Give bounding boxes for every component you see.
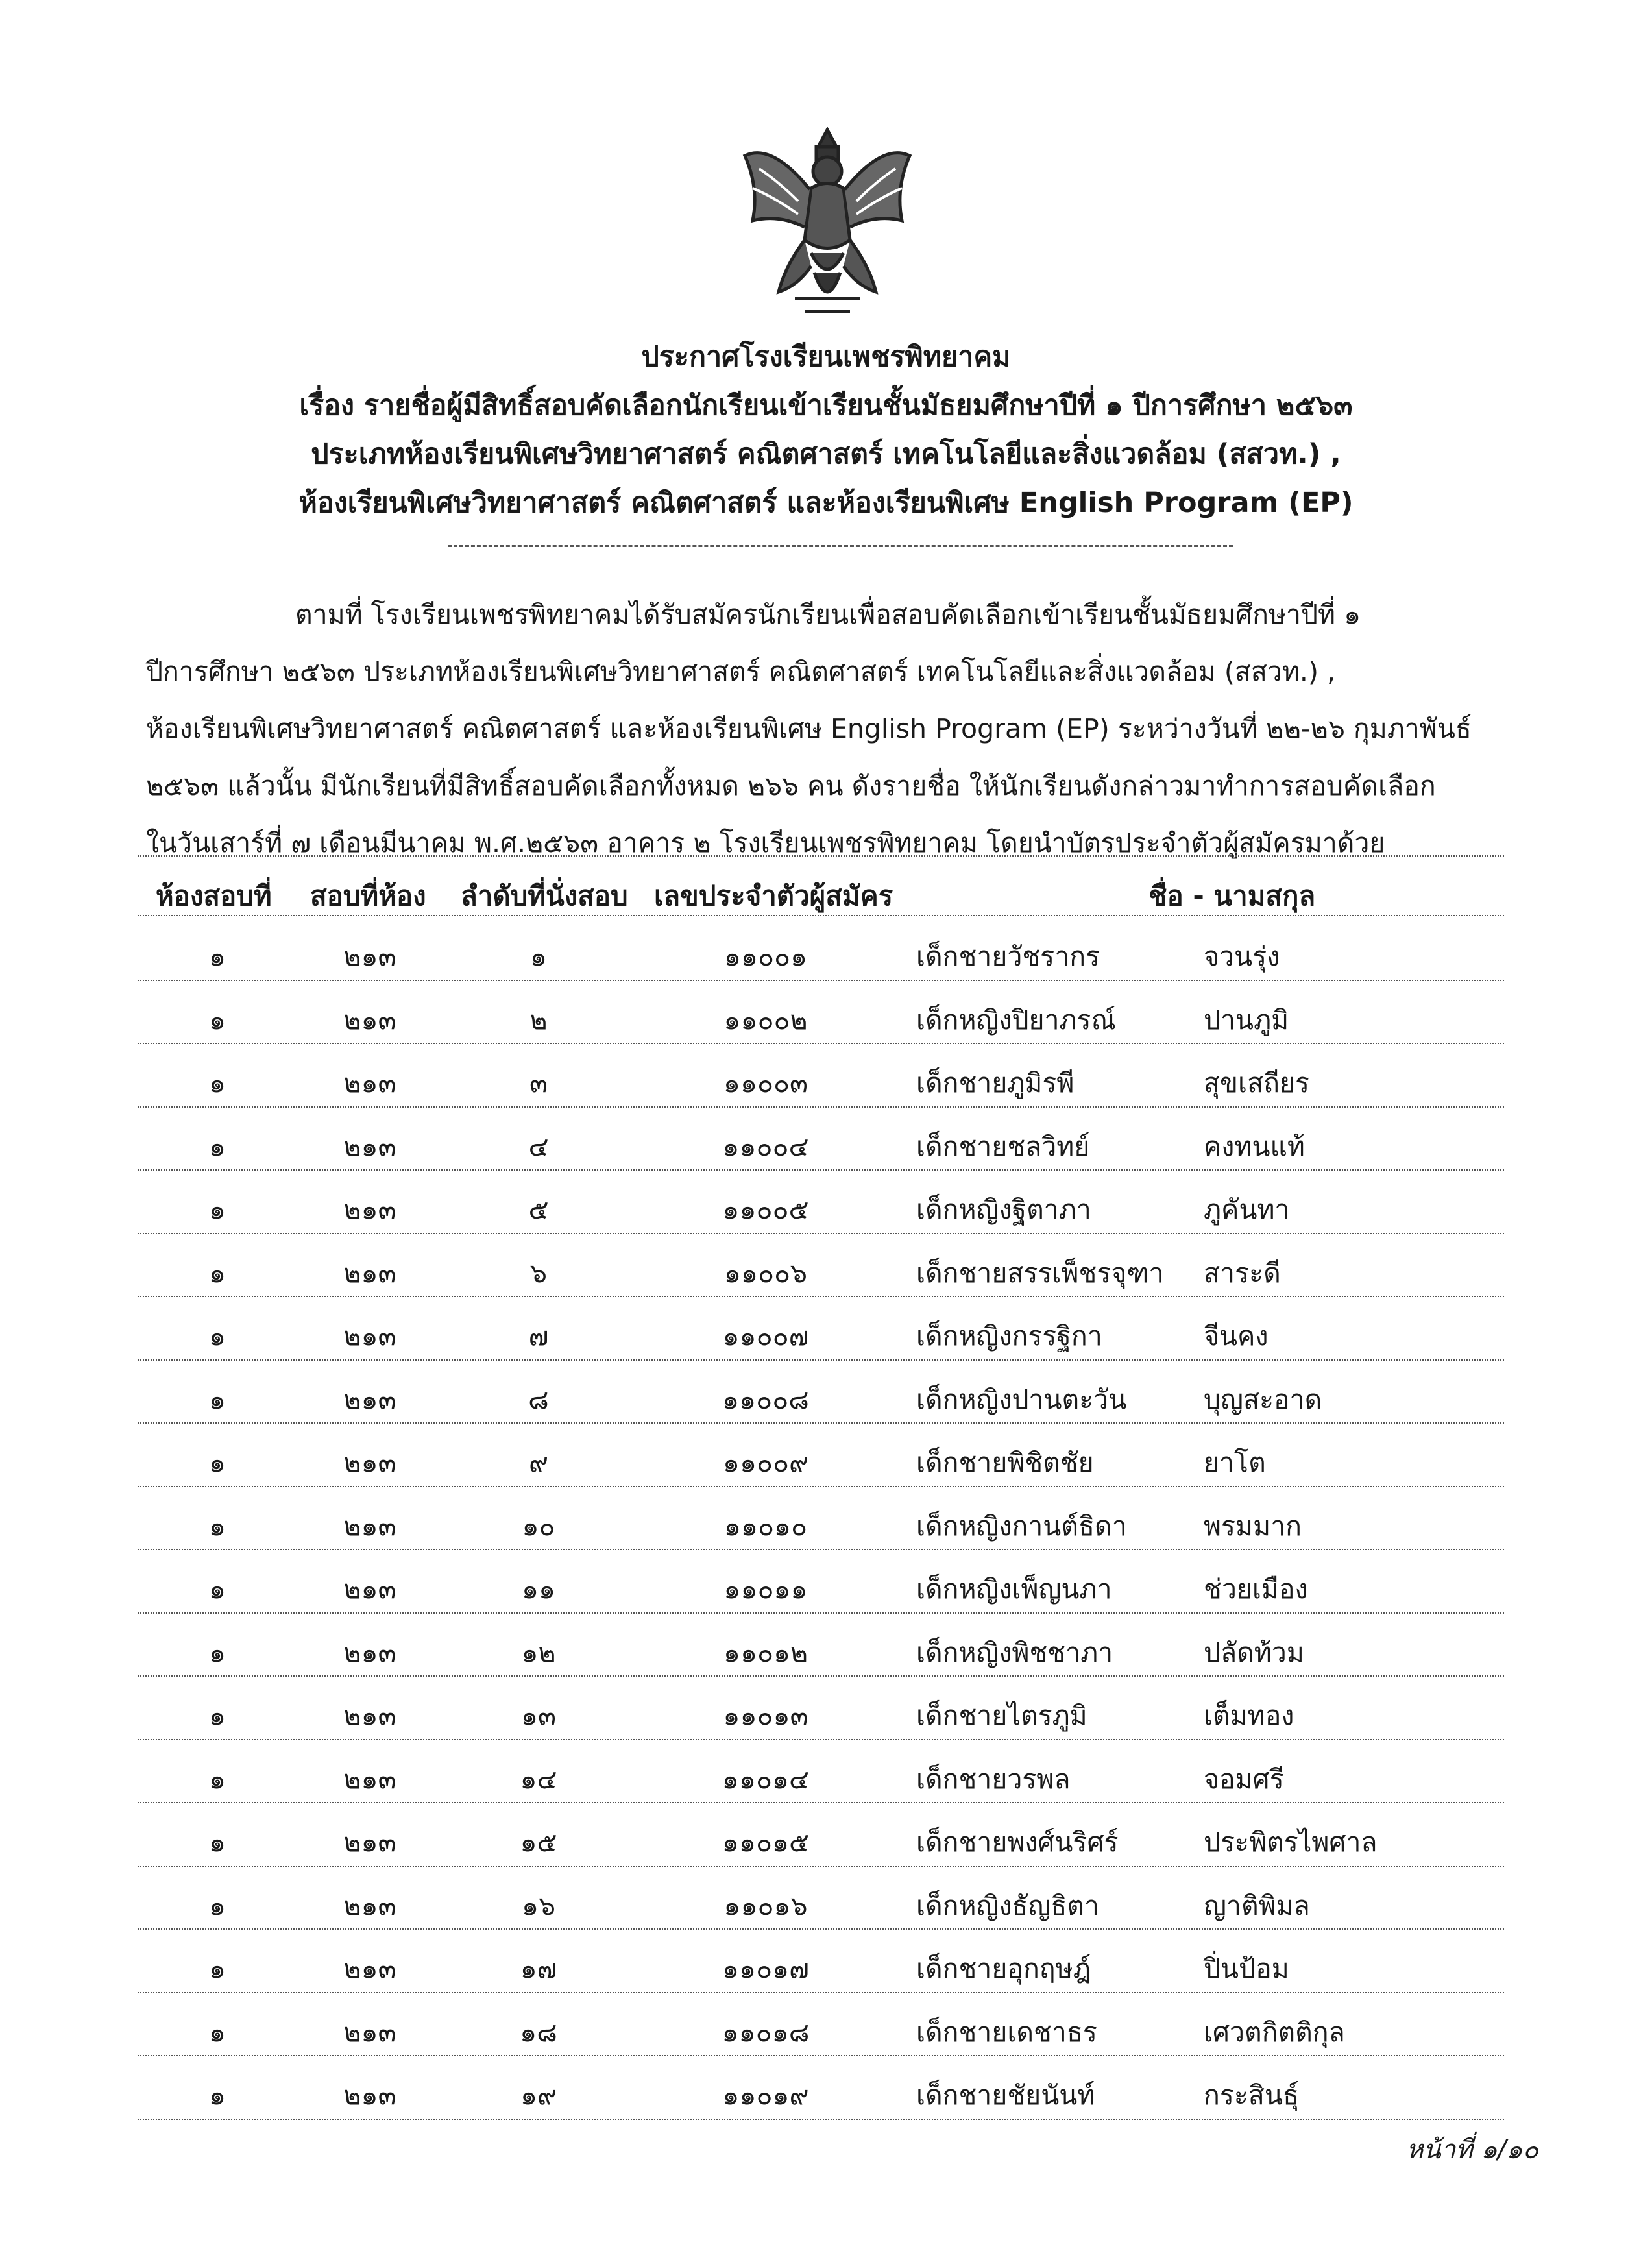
cell-first-name: เด็กหญิงฐิตาภา bbox=[916, 1194, 1091, 1225]
header-seat: ลำดับที่นั่งสอบ bbox=[461, 880, 628, 912]
cell-first-name: เด็กชายวรพล bbox=[916, 1763, 1071, 1795]
cell-last-name: ภูคันทา bbox=[1204, 1194, 1290, 1225]
cell-exam-room: ๒๑๓ bbox=[343, 1320, 396, 1352]
row-rule bbox=[138, 1992, 1504, 1993]
cell-applicant-id: ๑๑๐๐๕ bbox=[722, 1194, 809, 1225]
cell-last-name: กระสินธุ์ bbox=[1204, 2080, 1299, 2111]
row-rule bbox=[138, 1359, 1504, 1361]
cell-applicant-id: ๑๑๐๐๗ bbox=[722, 1320, 809, 1352]
cell-last-name: เศวตกิตติกุล bbox=[1204, 2016, 1345, 2048]
cell-first-name: เด็กหญิงพิชชาภา bbox=[916, 1636, 1113, 1668]
cell-applicant-id: ๑๑๐๐๘ bbox=[722, 1383, 809, 1415]
cell-applicant-id: ๑๑๐๑๓ bbox=[723, 1700, 808, 1731]
cell-last-name: ปลัดท้วม bbox=[1204, 1636, 1304, 1668]
cell-first-name: เด็กชายเดชาธร bbox=[916, 2016, 1097, 2048]
cell-first-name: เด็กหญิงกรรฐิกา bbox=[916, 1320, 1102, 1352]
cell-room: ๑ bbox=[208, 1067, 226, 1099]
cell-last-name: คงทนแท้ bbox=[1204, 1130, 1305, 1162]
cell-exam-room: ๒๑๓ bbox=[343, 1383, 396, 1415]
cell-seat: ๓ bbox=[529, 1067, 548, 1099]
cell-first-name: เด็กหญิงปานตะวัน bbox=[916, 1383, 1127, 1415]
cell-seat: ๑๒ bbox=[521, 1636, 556, 1668]
cell-last-name: ปิ่นป้อม bbox=[1204, 1953, 1289, 1984]
cell-room: ๑ bbox=[208, 1827, 226, 1858]
cell-seat: ๑๘ bbox=[520, 2016, 557, 2048]
cell-exam-room: ๒๑๓ bbox=[343, 1700, 396, 1731]
cell-room: ๑ bbox=[208, 1320, 226, 1352]
cell-applicant-id: ๑๑๐๑๙ bbox=[722, 2080, 809, 2111]
row-rule bbox=[138, 1296, 1504, 1297]
cell-first-name: เด็กชายภูมิรพี bbox=[916, 1067, 1075, 1099]
cell-seat: ๑๓ bbox=[520, 1700, 557, 1731]
announcement-title: ประกาศโรงเรียนเพชรพิทยาคม bbox=[641, 341, 1011, 373]
cell-first-name: เด็กชายวัชรากร bbox=[916, 941, 1100, 972]
cell-first-name: เด็กหญิงเพ็ญนภา bbox=[916, 1574, 1112, 1605]
cell-seat: ๑๙ bbox=[520, 2080, 557, 2111]
cell-room: ๑ bbox=[208, 1194, 226, 1225]
table-header-rule bbox=[138, 915, 1504, 916]
cell-applicant-id: ๑๑๐๐๑ bbox=[723, 941, 808, 972]
cell-first-name: เด็กชายสรรเพ็ชรจุฑา bbox=[916, 1257, 1164, 1289]
row-rule bbox=[138, 1169, 1504, 1171]
cell-exam-room: ๒๑๓ bbox=[343, 1890, 396, 1921]
cell-seat: ๖ bbox=[529, 1257, 548, 1289]
cell-exam-room: ๒๑๓ bbox=[343, 941, 396, 972]
separator bbox=[448, 545, 1233, 547]
cell-last-name: ช่วยเมือง bbox=[1204, 1574, 1308, 1605]
cell-room: ๑ bbox=[208, 1574, 226, 1605]
cell-exam-room: ๒๑๓ bbox=[343, 1194, 396, 1225]
cell-room: ๑ bbox=[208, 1257, 226, 1289]
body-paragraph-line: ๒๕๖๓ แล้วนั้น มีนักเรียนที่มีสิทธิ์สอบคัดเลือกทั้งหมด ๒๖๖ คน ดังรายชื่อ ให้นักเรียนดังกล่าวมาทำการสอบคัดเลือก bbox=[146, 770, 1436, 801]
cell-seat: ๒ bbox=[529, 1004, 548, 1036]
cell-seat: ๑๑ bbox=[521, 1574, 556, 1605]
cell-first-name: เด็กชายไตรภูมิ bbox=[916, 1700, 1087, 1731]
cell-exam-room: ๒๑๓ bbox=[343, 1636, 396, 1668]
cell-exam-room: ๒๑๓ bbox=[343, 1953, 396, 1984]
body-paragraph-line: ห้องเรียนพิเศษวิทยาศาสตร์ คณิตศาสตร์ และห้องเรียนพิเศษ English Program (EP) ระหว่างวันที่ ๒๒-๒๖ กุมภาพันธ์ bbox=[146, 713, 1472, 744]
cell-first-name: เด็กชายพิชิตชัย bbox=[916, 1447, 1094, 1478]
cell-last-name: จวนรุ่ง bbox=[1204, 941, 1280, 972]
cell-applicant-id: ๑๑๐๑๗ bbox=[722, 1953, 809, 1984]
cell-first-name: เด็กชายพงศ์นริศร์ bbox=[916, 1827, 1119, 1858]
cell-applicant-id: ๑๑๐๑๒ bbox=[723, 1636, 808, 1668]
cell-applicant-id: ๑๑๐๑๖ bbox=[723, 1890, 808, 1921]
page-number: หน้าที่ ๑/๑๐ bbox=[1406, 2135, 1538, 2165]
row-rule bbox=[138, 2119, 1504, 2120]
cell-room: ๑ bbox=[208, 1447, 226, 1478]
cell-applicant-id: ๑๑๐๐๓ bbox=[723, 1067, 808, 1099]
cell-exam-room: ๒๑๓ bbox=[343, 1130, 396, 1162]
cell-last-name: สาระดี bbox=[1204, 1257, 1281, 1289]
cell-applicant-id: ๑๑๐๐๒ bbox=[723, 1004, 808, 1036]
cell-applicant-id: ๑๑๐๐๙ bbox=[722, 1447, 809, 1478]
garuda-emblem-icon bbox=[733, 117, 921, 324]
row-rule bbox=[138, 1612, 1504, 1614]
cell-first-name: เด็กชายชลวิทย์ bbox=[916, 1130, 1090, 1162]
cell-seat: ๔ bbox=[528, 1130, 549, 1162]
cell-room: ๑ bbox=[208, 1636, 226, 1668]
cell-room: ๑ bbox=[208, 1383, 226, 1415]
cell-applicant-id: ๑๑๐๑๑ bbox=[723, 1574, 808, 1605]
cell-room: ๑ bbox=[208, 1004, 226, 1036]
cell-last-name: บุญสะอาด bbox=[1204, 1383, 1322, 1415]
cell-applicant-id: ๑๑๐๑๐ bbox=[723, 1510, 808, 1542]
row-rule bbox=[138, 1802, 1504, 1803]
row-rule bbox=[138, 1043, 1504, 1044]
cell-applicant-id: ๑๑๐๑๘ bbox=[722, 2016, 810, 2048]
cell-exam-room: ๒๑๓ bbox=[343, 1257, 396, 1289]
row-rule bbox=[138, 1106, 1504, 1108]
cell-applicant-id: ๑๑๐๐๔ bbox=[722, 1130, 809, 1162]
cell-room: ๑ bbox=[208, 2080, 226, 2111]
cell-exam-room: ๒๑๓ bbox=[343, 1004, 396, 1036]
cell-last-name: จีนคง bbox=[1204, 1320, 1269, 1352]
header-room: ห้องสอบที่ bbox=[156, 880, 272, 912]
row-rule bbox=[138, 1928, 1504, 1930]
body-paragraph-line: ตามที่ โรงเรียนเพชรพิทยาคมได้รับสมัครนักเรียนเพื่อสอบคัดเลือกเข้าเรียนชั้นมัธยมศึกษาปีที่ ๑ bbox=[295, 599, 1361, 630]
cell-room: ๑ bbox=[208, 1953, 226, 1984]
row-rule bbox=[138, 1675, 1504, 1677]
cell-seat: ๕ bbox=[528, 1194, 549, 1225]
cell-last-name: ปานภูมิ bbox=[1204, 1004, 1289, 1036]
subject-line-2: ประเภทห้องเรียนพิเศษวิทยาศาสตร์ คณิตศาสตร์ เทคโนโลยีและสิ่งแวดล้อม (สสวท.) , bbox=[311, 438, 1341, 470]
body-paragraph-line: ในวันเสาร์ที่ ๗ เดือนมีนาคม พ.ศ.๒๕๖๓ อาคาร ๒ โรงเรียนเพชรพิทยาคม โดยนำบัตรประจำตัวผู้สมัครมาด้วย bbox=[146, 827, 1385, 858]
cell-exam-room: ๒๑๓ bbox=[343, 2016, 396, 2048]
cell-exam-room: ๒๑๓ bbox=[343, 1763, 396, 1795]
cell-seat: ๘ bbox=[528, 1383, 549, 1415]
cell-applicant-id: ๑๑๐๑๕ bbox=[722, 1827, 810, 1858]
subject-line: เรื่อง รายชื่อผู้มีสิทธิ์สอบคัดเลือกนักเรียนเข้าเรียนชั้นมัธยมศึกษาปีที่ ๑ ปีการศึกษา ๒๕๖๓ bbox=[299, 389, 1353, 422]
cell-exam-room: ๒๑๓ bbox=[343, 1447, 396, 1478]
cell-exam-room: ๒๑๓ bbox=[343, 1827, 396, 1858]
row-rule bbox=[138, 980, 1504, 981]
cell-last-name: เต็มทอง bbox=[1204, 1700, 1294, 1731]
header-applicant-id: เลขประจำตัวผู้สมัคร bbox=[654, 880, 893, 912]
subject-line-3: ห้องเรียนพิเศษวิทยาศาสตร์ คณิตศาสตร์ และห้องเรียนพิเศษ English Program (EP) bbox=[298, 487, 1354, 519]
cell-room: ๑ bbox=[208, 1510, 226, 1542]
cell-seat: ๑ bbox=[529, 941, 548, 972]
cell-seat: ๑๖ bbox=[521, 1890, 556, 1921]
cell-first-name: เด็กหญิงปิยาภรณ์ bbox=[916, 1004, 1116, 1036]
row-rule bbox=[138, 2055, 1504, 2056]
cell-applicant-id: ๑๑๐๑๔ bbox=[722, 1763, 810, 1795]
cell-room: ๑ bbox=[208, 1890, 226, 1921]
cell-exam-room: ๒๑๓ bbox=[343, 1510, 396, 1542]
cell-applicant-id: ๑๑๐๐๖ bbox=[723, 1257, 808, 1289]
cell-last-name: สุขเสถียร bbox=[1204, 1067, 1309, 1099]
cell-exam-room: ๒๑๓ bbox=[343, 2080, 396, 2111]
row-rule bbox=[138, 1866, 1504, 1867]
cell-first-name: เด็กหญิงธัญธิตา bbox=[916, 1890, 1100, 1921]
cell-seat: ๑๕ bbox=[520, 1827, 557, 1858]
cell-room: ๑ bbox=[208, 1763, 226, 1795]
cell-room: ๑ bbox=[208, 941, 226, 972]
cell-last-name: ยาโต bbox=[1204, 1447, 1266, 1478]
row-rule bbox=[138, 1549, 1504, 1550]
cell-last-name: พรมมาก bbox=[1204, 1510, 1302, 1542]
cell-exam-room: ๒๑๓ bbox=[343, 1574, 396, 1605]
cell-seat: ๙ bbox=[528, 1447, 549, 1478]
row-rule bbox=[138, 1486, 1504, 1487]
body-paragraph-line: ปีการศึกษา ๒๕๖๓ ประเภทห้องเรียนพิเศษวิทยาศาสตร์ คณิตศาสตร์ เทคโนโลยีและสิ่งแวดล้อม (สสวท.) , bbox=[146, 656, 1336, 687]
cell-first-name: เด็กชายชัยนันท์ bbox=[916, 2080, 1095, 2111]
cell-seat: ๑๗ bbox=[520, 1953, 557, 1984]
cell-room: ๑ bbox=[208, 1130, 226, 1162]
table-top-rule bbox=[138, 855, 1504, 857]
cell-last-name: จอมศรี bbox=[1204, 1763, 1284, 1795]
cell-seat: ๑๔ bbox=[520, 1763, 557, 1795]
cell-room: ๑ bbox=[208, 1700, 226, 1731]
cell-room: ๑ bbox=[208, 2016, 226, 2048]
cell-exam-room: ๒๑๓ bbox=[343, 1067, 396, 1099]
cell-seat: ๗ bbox=[528, 1320, 549, 1352]
cell-first-name: เด็กหญิงกานต์ธิดา bbox=[916, 1510, 1127, 1542]
cell-last-name: ประพิตรไพศาล bbox=[1204, 1827, 1378, 1858]
header-exam-room: สอบที่ห้อง bbox=[310, 880, 426, 912]
header-name: ชื่อ - นามสกุล bbox=[1148, 880, 1316, 912]
cell-first-name: เด็กชายอุกฤษฎ์ bbox=[916, 1953, 1091, 1984]
cell-last-name: ญาติพิมล bbox=[1204, 1890, 1310, 1921]
cell-seat: ๑๐ bbox=[522, 1510, 555, 1542]
row-rule bbox=[138, 1233, 1504, 1234]
row-rule bbox=[138, 1422, 1504, 1424]
row-rule bbox=[138, 1739, 1504, 1740]
